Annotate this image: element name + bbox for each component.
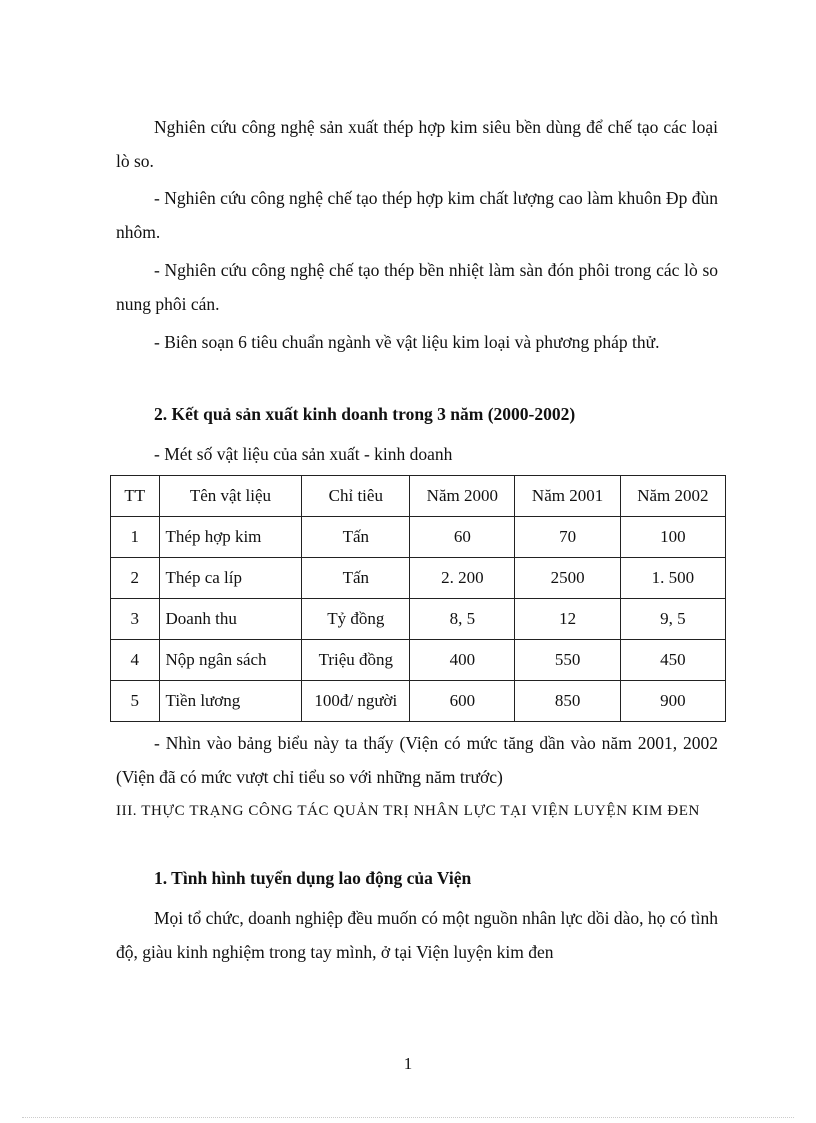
- cell-tt: 1: [111, 517, 160, 558]
- cell-2002: 900: [620, 681, 725, 722]
- footer-divider: [22, 1117, 794, 1118]
- table-row: [111, 517, 726, 558]
- paragraph-table-comment: - Nhìn vào bảng biểu này ta thấy (Viện có mức tăng dần vào năm 2001, 2002 (Viện đã có mức vượt chỉ tiểu so với những năm trước): [116, 733, 718, 787]
- cell-unit: Triệu đồng: [302, 640, 410, 681]
- cell-material: Thép ca líp: [159, 558, 302, 599]
- heading-recruitment: 1. Tình hình tuyển dụng lao động của Viện: [154, 868, 472, 888]
- cell-tt: 2: [111, 558, 160, 599]
- header-unit: Chỉ tiêu: [302, 476, 410, 517]
- cell-material: Doanh thu: [159, 599, 302, 640]
- cell-unit: 100đ/ người: [302, 681, 410, 722]
- table-row: [111, 599, 726, 640]
- header-year-2001: Năm 2001: [515, 476, 620, 517]
- cell-tt: 4: [111, 640, 160, 681]
- table-row: [111, 558, 726, 599]
- paragraph-standards: - Biên soạn 6 tiêu chuẩn ngành về vật liệu kim loại và phương pháp thử.: [154, 332, 660, 352]
- cell-2000: 60: [410, 517, 515, 558]
- paragraph-heat-resistant-steel: - Nghiên cứu công nghệ chế tạo thép bền nhiệt làm sàn đón phôi trong các lò so nung phôi cán.: [116, 260, 718, 314]
- cell-2001: 550: [515, 640, 620, 681]
- cell-unit: Tấn: [302, 558, 410, 599]
- cell-tt: 5: [111, 681, 160, 722]
- cell-unit: Tỷ đồng: [302, 599, 410, 640]
- cell-2001: 2500: [515, 558, 620, 599]
- page-number: 1: [403, 1054, 413, 1073]
- cell-material: Nộp ngân sách: [159, 640, 302, 681]
- header-material: Tên vật liệu: [159, 476, 302, 517]
- heading-business-results: 2. Kết quả sản xuất kinh doanh trong 3 năm (2000-2002): [154, 404, 576, 424]
- cell-2000: 2. 200: [410, 558, 515, 599]
- table-header-row: [111, 476, 726, 517]
- cell-tt: 3: [111, 599, 160, 640]
- production-table: [110, 475, 726, 722]
- cell-material: Thép hợp kim: [159, 517, 302, 558]
- paragraph-mold-steel: - Nghiên cứu công nghệ chế tạo thép hợp kim chất lượng cao làm khuôn Đp đùn nhôm.: [116, 188, 718, 242]
- paragraph-recruitment: Mọi tổ chức, doanh nghiệp đều muốn có một nguồn nhân lực dồi dào, họ có tình độ, giàu kinh nghiệm trong tay mình, ở tại Viện luyện kim đen: [116, 908, 718, 962]
- table-intro: - Mét số vật liệu của sản xuất - kinh doanh: [154, 444, 453, 464]
- cell-2000: 400: [410, 640, 515, 681]
- header-tt: TT: [111, 476, 160, 517]
- cell-2001: 12: [515, 599, 620, 640]
- paragraph-spring-steel: Nghiên cứu công nghệ sản xuất thép hợp kim siêu bền dùng để chế tạo các loại lò so.: [116, 117, 718, 171]
- cell-2001: 850: [515, 681, 620, 722]
- cell-2001: 70: [515, 517, 620, 558]
- cell-2002: 1. 500: [620, 558, 725, 599]
- cell-2002: 100: [620, 517, 725, 558]
- cell-2000: 8, 5: [410, 599, 515, 640]
- cell-2002: 9, 5: [620, 599, 725, 640]
- header-year-2000: Năm 2000: [410, 476, 515, 517]
- cell-unit: Tấn: [302, 517, 410, 558]
- table-row: [111, 640, 726, 681]
- cell-2002: 450: [620, 640, 725, 681]
- cell-2000: 600: [410, 681, 515, 722]
- table-row: [111, 681, 726, 722]
- cell-material: Tiền lương: [159, 681, 302, 722]
- section-heading-hr-management: III. THỰC TRẠNG CÔNG TÁC QUẢN TRỊ NHÂN LỰC TẠI VIỆN LUYỆN KIM ĐEN: [116, 803, 700, 819]
- header-year-2002: Năm 2002: [620, 476, 725, 517]
